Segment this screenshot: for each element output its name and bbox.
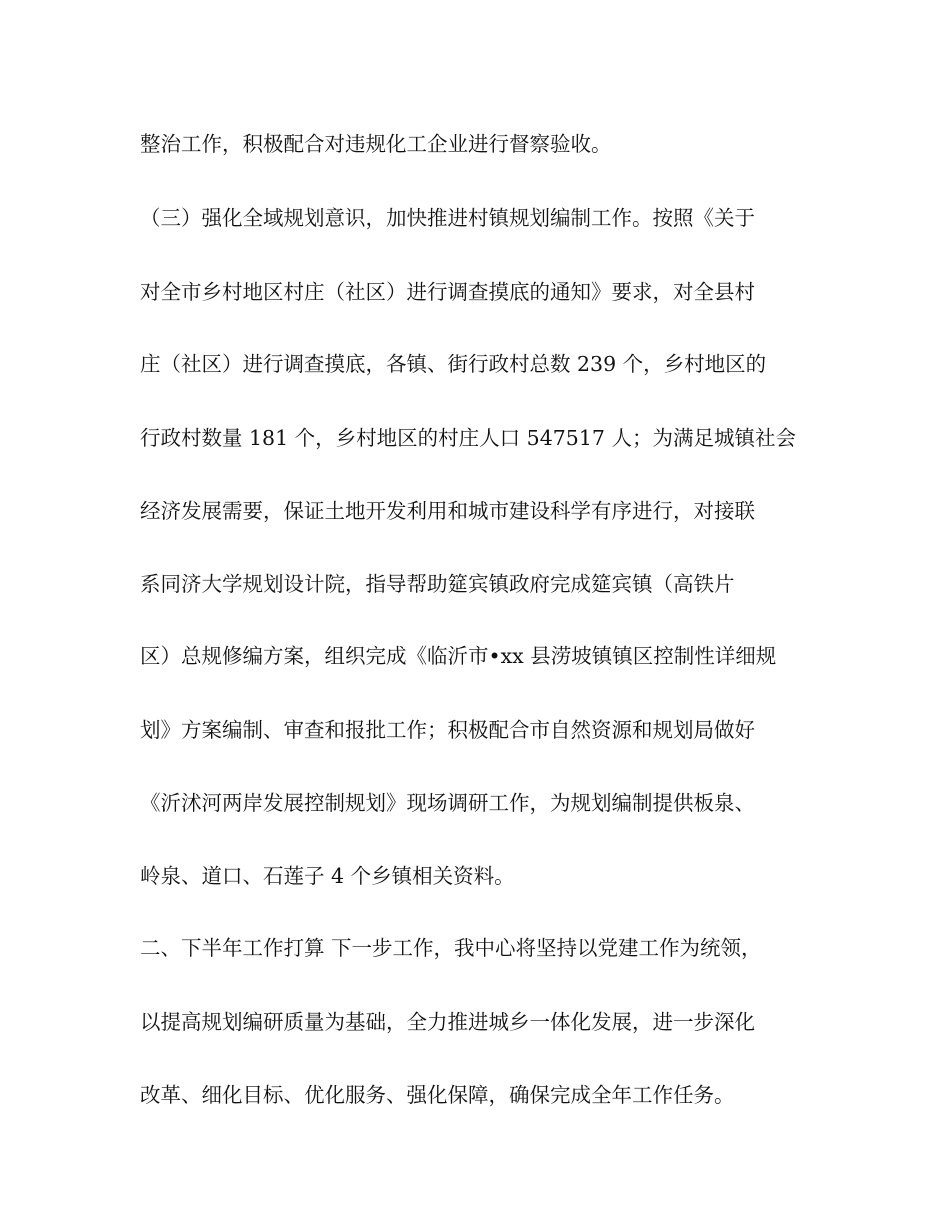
paragraph-line: 以提高规划编研质量为基础，全力推进城乡一体化发展，进一步深化 <box>140 1010 755 1034</box>
paragraph-line: 整治工作，积极配合对违规化工企业进行督察验收。 <box>140 132 612 156</box>
paragraph-line: 经济发展需要，保证土地开发利用和城市建设科学有序进行，对接联 <box>140 499 755 523</box>
paragraph-line: 行政村数量 181 个，乡村地区的村庄人口 547517 人；为满足城镇社会 <box>140 426 796 450</box>
paragraph-line: 区）总规修编方案，组织完成《临沂市•xx 县涝坡镇镇区控制性详细规 <box>140 644 777 668</box>
paragraph-line: 二、下半年工作打算 下一步工作，我中心将坚持以党建工作为统领， <box>140 936 762 960</box>
paragraph-line: 划》方案编制、审查和报批工作；积极配合市自然资源和规划局做好 <box>140 718 755 742</box>
paragraph-line: （三）强化全域规划意识，加快推进村镇规划编制工作。按照《关于 <box>140 206 755 230</box>
paragraph-line: 对全市乡村地区村庄（社区）进行调查摸底的通知》要求，对全县村 <box>140 280 755 304</box>
paragraph-line: 《沂沭河两岸发展控制规划》现场调研工作，为规划编制提供板泉、 <box>140 791 755 815</box>
paragraph-line: 系同济大学规划设计院，指导帮助筵宾镇政府完成筵宾镇（高铁片 <box>140 572 735 596</box>
paragraph-line: 庄（社区）进行调查摸底，各镇、街行政村总数 239 个，乡村地区的 <box>140 352 767 376</box>
paragraph-line: 岭泉、道口、石莲子 4 个乡镇相关资料。 <box>140 864 515 888</box>
paragraph-line: 改革、细化目标、优化服务、强化保障，确保完成全年工作任务。 <box>140 1083 735 1107</box>
